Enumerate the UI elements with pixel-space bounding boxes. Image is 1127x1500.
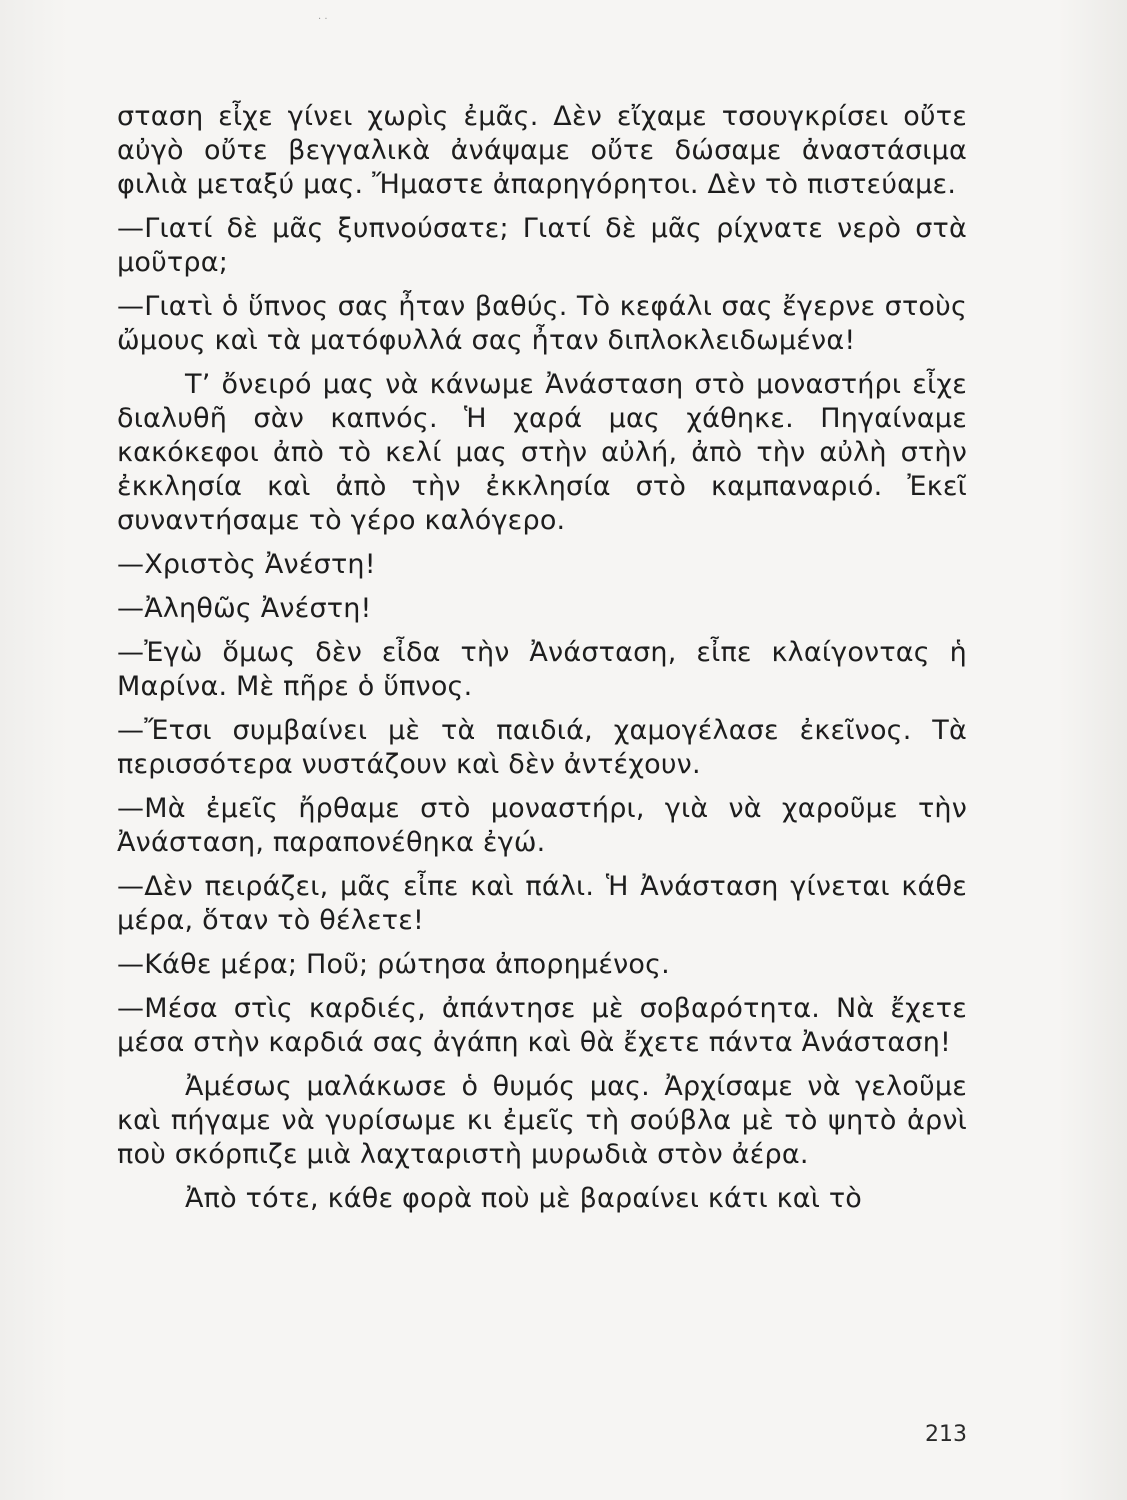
paragraph-14: Ἀπὸ τότε, κάθε φορὰ ποὺ μὲ βαραίνει κάτι καὶ τὸ — [185, 1183, 862, 1214]
paragraph-11: —Κάθε μέρα; Ποῦ; ρώτησα ἀπορημένος. — [117, 949, 670, 980]
paragraph-1: σταση εἶχε γίνει χωρὶς ἐμᾶς. Δὲν εἴχαμε τσουγκρίσει οὔτε αὐγὸ οὔτε βεγγαλικὰ ἀνάψαμε οὔτε δώσαμε ἀναστάσιμα φιλιὰ μεταξύ μας. Ἤμαστε ἀπαρηγόρητοι. Δὲν τὸ πιστεύαμε. — [117, 101, 967, 200]
paragraph-8: —Ἔτσι συμβαίνει μὲ τὰ παιδιά, χαμογέλασε ἐκεῖνος. Τὰ περισσότερα νυστάζουν καὶ δὲν ἀντέχουν. — [117, 715, 967, 780]
page-number: 213 — [925, 1422, 967, 1447]
paragraph-7: —Ἐγὼ ὅμως δὲν εἶδα τὴν Ἀνάσταση, εἶπε κλαίγοντας ἡ Μαρίνα. Μὲ πῆρε ὁ ὕπνος. — [117, 637, 967, 702]
paragraph-9: —Μὰ ἐμεῖς ἤρθαμε στὸ μοναστήρι, γιὰ νὰ χαροῦμε τὴν Ἀνάσταση, παραπονέθηκα ἐγώ. — [117, 793, 967, 858]
body-text — [117, 100, 967, 1226]
paragraph-12: —Μέσα στὶς καρδιές, ἀπάντησε μὲ σοβαρότητα. Νὰ ἔχετε μέσα στὴν καρδιά σας ἀγάπη καὶ θὰ ἔχετε πάντα Ἀνάσταση! — [117, 993, 967, 1058]
paragraph-10: —Δὲν πειράζει, μᾶς εἶπε καὶ πάλι. Ἡ Ἀνάσταση γίνεται κάθε μέρα, ὅταν τὸ θέλετε! — [117, 871, 967, 936]
paragraph-13: Ἀμέσως μαλάκωσε ὁ θυμός μας. Ἀρχίσαμε νὰ γελοῦμε καὶ πήγαμε νὰ γυρίσωμε κι ἐμεῖς τὴ σούβλα μὲ τὸ ψητὸ ἀρνὶ ποὺ σκόρπιζε μιὰ λαχταριστὴ μυρωδιὰ στὸν ἀέρα. — [117, 1071, 967, 1170]
paragraph-5: —Χριστὸς Ἀνέστη! — [117, 549, 376, 580]
paragraph-4: Τ’ ὄνειρό μας νὰ κάνωμε Ἀνάσταση στὸ μοναστήρι εἶχε διαλυθῆ σὰν καπνός. Ἡ χαρά μας χάθηκε. Πηγαίναμε κακόκεφοι ἀπὸ τὸ κελί μας στὴν αὐλή, ἀπὸ τὴν αὐλὴ στὴν ἐκκλησία καὶ ἀπὸ τὴν ἐκκλησία στὸ καμπαναριό. Ἐκεῖ συναντήσαμε τὸ γέρο καλόγερο. — [117, 369, 967, 536]
scan-speck: · · — [318, 14, 328, 25]
paragraph-3: —Γιατὶ ὁ ὕπνος σας ἦταν βαθύς. Τὸ κεφάλι σας ἔγερνε στοὺς ὤμους καὶ τὰ ματόφυλλά σας ἦταν διπλοκλειδωμένα! — [117, 291, 967, 356]
paragraph-6: —Ἀληθῶς Ἀνέστη! — [117, 593, 372, 624]
paragraph-2: —Γιατί δὲ μᾶς ξυπνούσατε; Γιατί δὲ μᾶς ρίχνατε νερὸ στὰ μοῦτρα; — [117, 213, 967, 278]
